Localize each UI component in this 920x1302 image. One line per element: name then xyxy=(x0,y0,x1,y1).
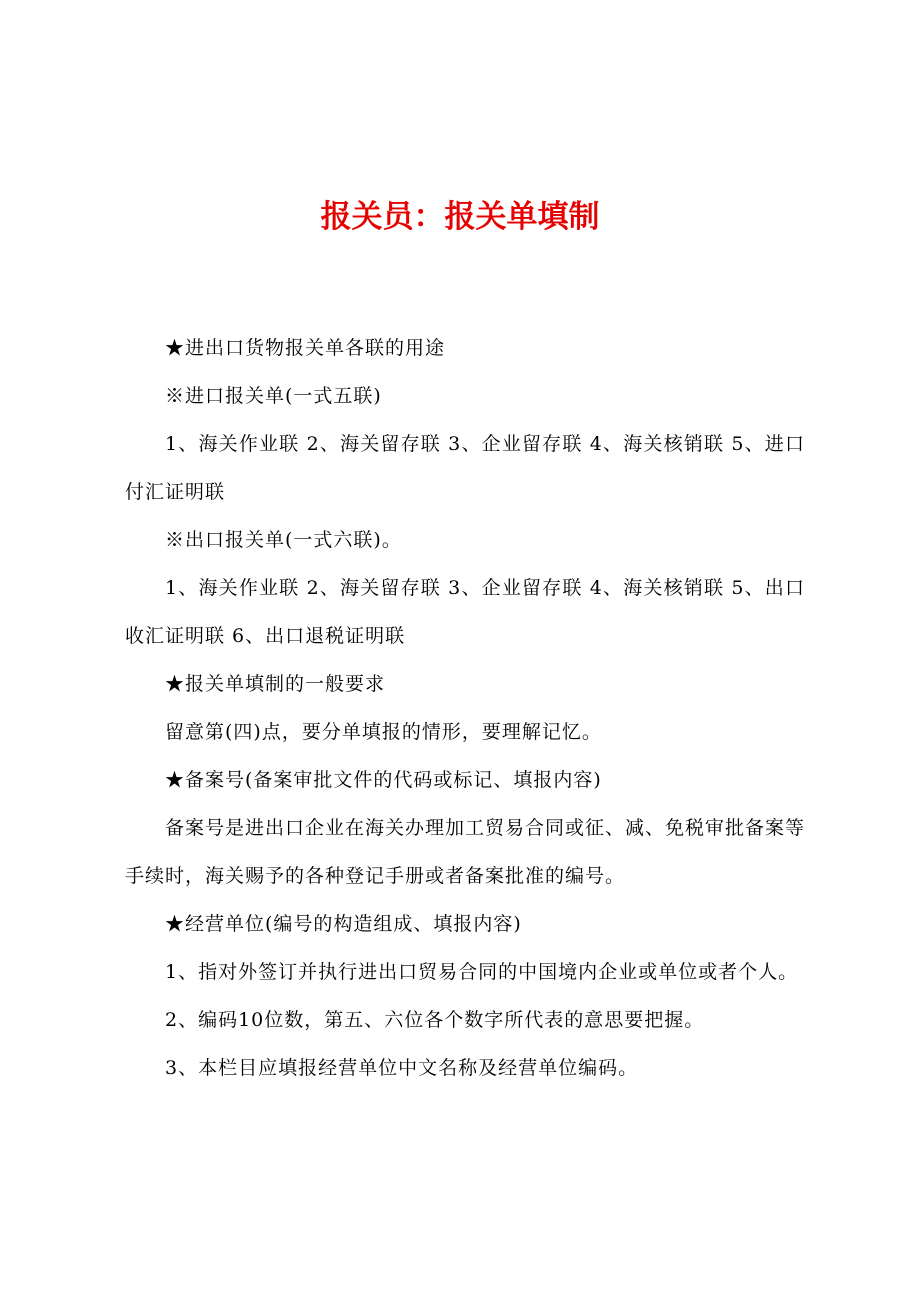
section-heading-record-number: ★备案号(备案审批文件的代码或标记、填报内容) xyxy=(165,769,602,791)
document-title: 报关员：报关单填制 xyxy=(320,199,600,235)
paragraph-operating-unit-1: 1、指对外签订并执行进出口贸易合同的中国境内企业或单位或者个人。 xyxy=(165,961,799,983)
paragraph-record-number: 备案号是进出口企业在海关办理加工贸易合同或征、减、免税审批备案等手续时，海关赐予的各种登记手册或者备案批准的编号。 xyxy=(125,817,806,887)
paragraph-operating-unit-3: 3、本栏目应填报经营单位中文名称及经营单位编码。 xyxy=(165,1057,639,1079)
paragraph-import-copies: 1、海关作业联 2、海关留存联 3、企业留存联 4、海关核销联 5、进口付汇证明联 xyxy=(125,433,805,503)
paragraph-export-copies: 1、海关作业联 2、海关留存联 3、企业留存联 4、海关核销联 5、出口收汇证明联 6、出口退税证明联 xyxy=(125,577,805,647)
paragraph-operating-unit-2: 2、编码10位数，第五、六位各个数字所代表的意思要把握。 xyxy=(165,1009,705,1031)
section-heading-general-requirements: ★报关单填制的一般要求 xyxy=(165,673,386,695)
paragraph-general-requirements: 留意第(四)点，要分单填报的情形，要理解记忆。 xyxy=(165,721,602,743)
subheading-import-form: ※进口报关单(一式五联) xyxy=(165,385,382,407)
document-body xyxy=(125,324,805,1092)
subheading-export-form: ※出口报关单(一式六联)。 xyxy=(165,529,402,551)
section-heading-form-copies: ★进出口货物报关单各联的用途 xyxy=(165,337,446,359)
section-heading-operating-unit: ★经营单位(编号的构造组成、填报内容) xyxy=(165,913,522,935)
